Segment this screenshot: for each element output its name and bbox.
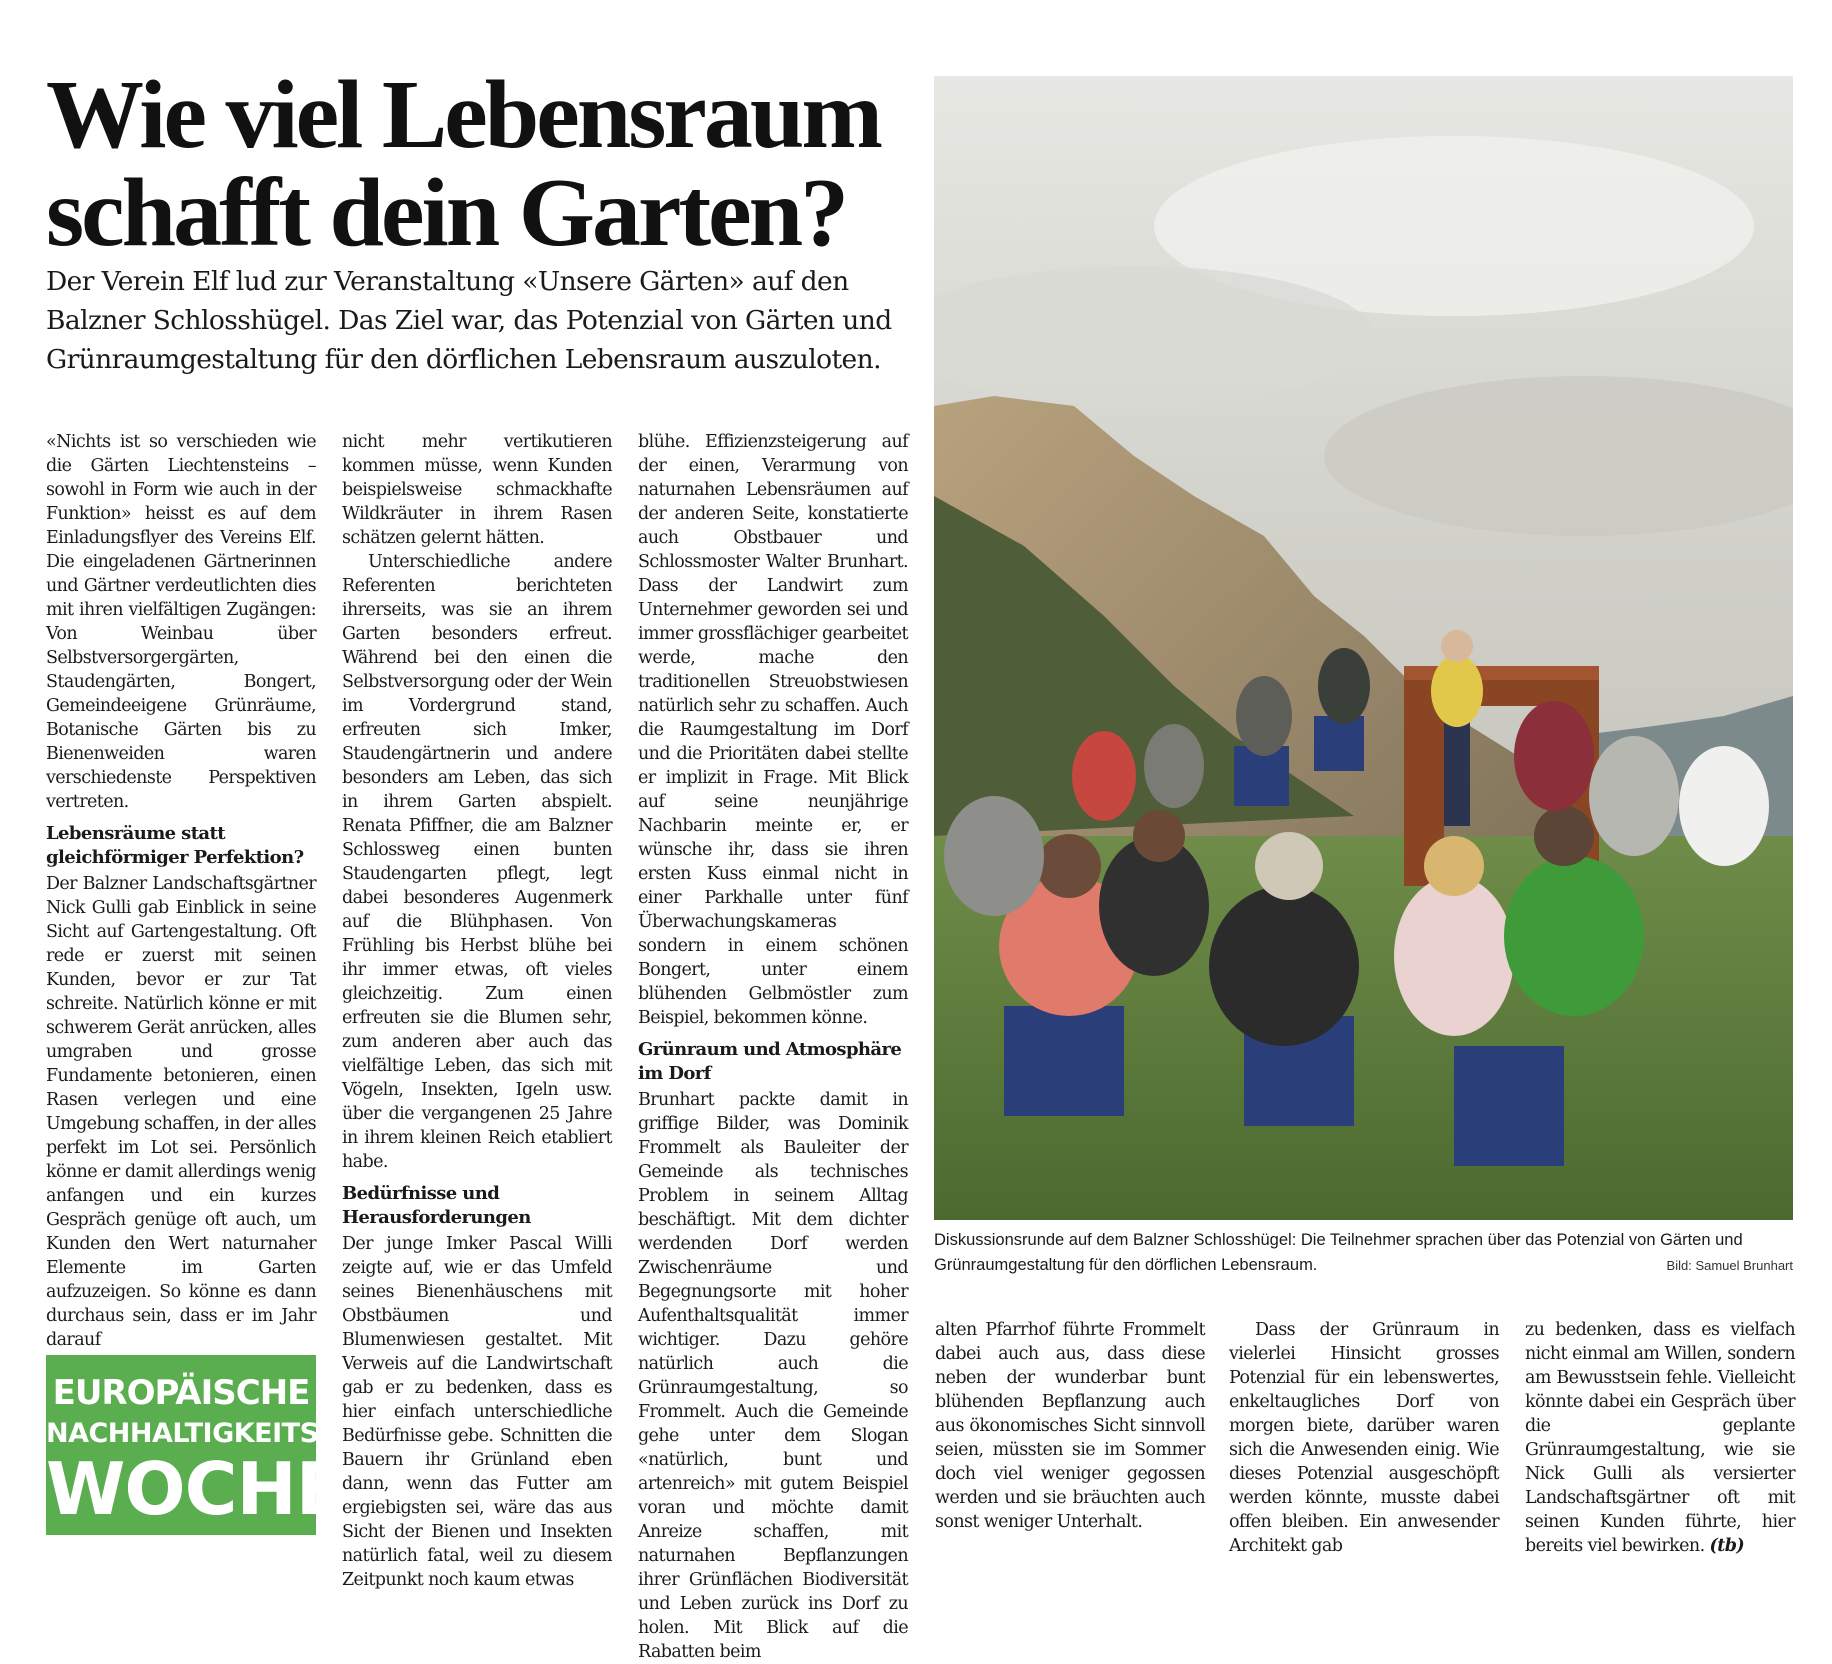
article-column-4 bbox=[935, 1318, 1205, 1534]
photo-illustration bbox=[934, 76, 1793, 1220]
subheading: Grünraum und Atmosphäre im Dorf bbox=[638, 1039, 902, 1084]
article-column-3 bbox=[638, 430, 908, 1664]
paragraph-text: zu bedenken, dass es vielfach nicht einmal am Willen, sondern am Bewusstsein fehle. Vielleicht könnte dabei ein Gespräch über die geplante Grünraumgestaltung, wie sie Nick Gulli als versierter Landschaftsgärtner oft mit seinen Kunden führte, hier bereits viel bewirken. bbox=[1525, 1320, 1795, 1556]
caption-text: Diskussionsrunde auf dem Balzner Schlosshügel: Die Teilnehmer sprachen über das Potenzial von Gärten und Grünraumgestaltung für den dörflichen Lebensraum. bbox=[934, 1231, 1743, 1274]
article-headline bbox=[46, 61, 926, 267]
article-column-2 bbox=[342, 430, 612, 1592]
badge-line-2: NACHHALTIGKEITS bbox=[46, 1418, 319, 1449]
paragraph: Unterschiedliche andere Referenten berichteten ihrerseits, was sie an ihrem Garten besonders erfreut. Während bei den einen die Selbstversorgung oder der Wein im Vordergrund stand, erfreuten sich Imker, Staudengärtnerin und andere besonders am Leben, das sich in ihrem Garten abspielt. Renata Pfiffner, die am Balzner Schlossweg einen bunten Staudengarten pflegt, legt dabei besonderes Augenmerk auf die Blühphasen. Von Frühling bis Herbst blühe bei ihr immer etwas, oft vieles gleichzeitig. Zum einen erfreuten sie die Blumen sehr, zum anderen aber auch das vielfältige Leben, das sich mit Vögeln, Insekten, Igeln usw. über die vergangenen 25 Jahre in ihrem kleinen Reich etabliert habe. bbox=[342, 552, 612, 1172]
paragraph bbox=[1525, 1318, 1795, 1558]
article-column-5 bbox=[1229, 1318, 1499, 1558]
article-column-6 bbox=[1525, 1318, 1795, 1558]
subheading: Lebensräume statt gleichförmiger Perfektion? bbox=[46, 823, 304, 868]
paragraph: Der Balzner Landschaftsgärtner Nick Gulli gab Einblick in seine Sicht auf Gartengestaltung. Oft rede er zuerst mit seinen Kunden, bevor er zur Tat schreite. Natürlich könne er mit schwerem Gerät anrücken, alles umgraben und grosse Fundamente betonieren, einen Rasen verlegen und eine Umgebung schaffen, in der alles perfekt im Lot sei. Persönlich könne er damit allerdings wenig anfangen und ein kurzes Gespräch genüge oft auch, um Kunden den Wert naturnaher Elemente im Garten aufzuzeigen. So könne es dann durchaus sein, dass er im Jahr darauf bbox=[46, 874, 316, 1350]
paragraph: blühe. Effizienzsteigerung auf der einen, Verarmung von naturnahen Lebensräumen auf der anderen Seite, konstatierte auch Obstbauer und Schlossmoster Walter Brunhart. Dass der Landwirt zum Unternehmer geworden sei und immer grossflächiger gearbeitet werde, mache den traditionellen Streuobstwiesen natürlich sehr zu schaffen. Auch die Raumgestaltung im Dorf und die Prioritäten dabei stellte er implizit in Frage. Mit Blick auf seine neunjährige Nachbarin meinte er, er wünsche ihr, dass sie ihren ersten Kuss einmal nicht in einer Parkhalle unter fünf Überwachungskameras sondern in einem schönen Bongert, unter einem blühenden Gelbmöstler zum Beispiel, bekommen könne. bbox=[638, 432, 908, 1028]
paragraph: Brunhart packte damit in griffige Bilder, was Dominik Frommelt als Bauleiter der Gemeinde als technisches Problem in seinem Alltag beschäftigt. Mit dem dichter werdenden Dorf werden Zwischenräume und Begegnungsorte mit hoher Aufenthaltsqualität immer wichtiger. Dazu gehöre natürlich auch die Grünraumgestaltung, so Frommelt. Auch die Gemeinde gehe unter dem Slogan «natürlich, bunt und artenreich» mit gutem Beispiel voran und möchte damit Anreize schaffen, mit naturnahen Bepflanzungen ihrer Grünflächen Biodiversität und Leben zurück ins Dorf zu holen. Mit Blick auf die Rabatten beim bbox=[638, 1090, 908, 1662]
badge-line-3: WOCHE bbox=[46, 1447, 344, 1531]
paragraph: nicht mehr vertikutieren kommen müsse, wenn Kunden beispielsweise schmackhafte Wildkräuter in ihrem Rasen schätzen gelernt hätten. bbox=[342, 432, 612, 548]
headline-line-1: Wie viel Lebensraum bbox=[46, 61, 881, 169]
paragraph: Dass der Grünraum in vielerlei Hinsicht grosses Potenzial für ein lebenswertes, enkeltaugliches Dorf von morgen biete, darüber waren sich die Anwesenden einig. Wie dieses Potenzial ausgeschöpft werden könnte, musste dabei offen bleiben. Ein anwesender Architekt gab bbox=[1229, 1320, 1499, 1556]
article-column-1 bbox=[46, 430, 316, 1352]
paragraph: Der junge Imker Pascal Willi zeigte auf, wie er das Umfeld seines Bienenhäuschens mit Obstbäumen und Blumenwiesen gestaltet. Mit Verweis auf die Landwirtschaft gab er zu bedenken, dass es hier einfach unterschiedliche Bedürfnisse gebe. Schnitten die Bauern ihr Grünland eben dann, wenn das Futter am ergiebigsten sei, wäre das aus Sicht der Bienen und Insekten natürlich fatal, weil zu diesem Zeitpunkt noch kaum etwas bbox=[342, 1234, 612, 1590]
badge-line-1: EUROPÄISCHE bbox=[52, 1373, 310, 1413]
article-lead: Der Verein Elf lud zur Veranstaltung «Unsere Gärten» auf den Balzner Schlosshügel. Das Ziel war, das Potenzial von Gärten und Grünraumgestaltung für den dörflichen Lebensraum auszuloten. bbox=[46, 266, 892, 375]
subheading: Bedürfnisse und Herausforderungen bbox=[342, 1183, 531, 1228]
paragraph: alten Pfarrhof führte Frommelt dabei auch aus, dass diese neben der wunderbar bunt blühenden Bepflanzung auch aus ökonomisches Sicht sinnvoll seien, müssten sie im Sommer doch viel weniger gegossen werden und sie bräuchten auch sonst weniger Unterhalt. bbox=[935, 1320, 1205, 1532]
sustainability-week-badge bbox=[46, 1355, 344, 1535]
photo-credit: Bild: Samuel Brunhart bbox=[1666, 1258, 1793, 1273]
paragraph: «Nichts ist so verschieden wie die Gärten Liechtensteins – sowohl in Form wie auch in der Funktion» heisst es auf dem Einladungsflyer des Vereins Elf. Die eingeladenen Gärtnerinnen und Gärtner verdeutlichten dies mit ihren vielfältigen Zugängen: Von Weinbau über Selbstversorgergärten, Staudengärten, Bongert, Gemeindeeigene Grünräume, Botanische Gärten bis zu Bienenweiden waren verschiedenste Perspektiven vertreten. bbox=[46, 432, 316, 812]
author-signature: (tb) bbox=[1709, 1536, 1745, 1556]
photo-caption bbox=[934, 1228, 1793, 1278]
article-photo bbox=[934, 76, 1793, 1220]
headline-line-2: schafft dein Garten? bbox=[46, 159, 847, 267]
